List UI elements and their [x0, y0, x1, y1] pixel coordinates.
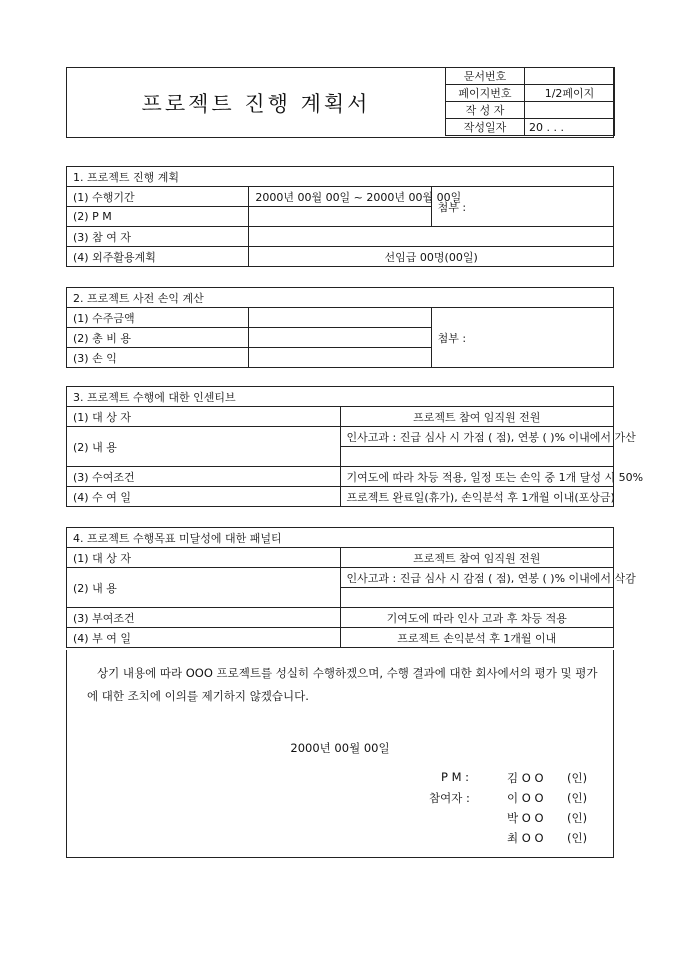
signer-name: 김 O O: [507, 771, 544, 785]
row-value: [249, 328, 431, 348]
row-value: 프로젝트 완료일(휴가), 손익분석 후 1개월 이내(포상금): [340, 487, 614, 507]
section-plan: [66, 166, 614, 267]
pledge-text: 상기 내용에 따라 OOO 프로젝트를 성실히 수행하겠으며, 수행 결과에 대한 회사에서의 평가 및 평가에 대한 조치에 이의를 제기하지 않겠습니다.: [87, 666, 598, 703]
pm-label: P M :: [441, 770, 470, 784]
row-value: 프로젝트 손익분석 후 1개월 이내: [340, 628, 614, 648]
meta-value-date: 20 . . .: [525, 119, 615, 136]
row-label: (1) 수행기간: [67, 187, 249, 207]
section-penalty: [66, 527, 636, 648]
row-value: 인사고과 : 진급 심사 시 가점 ( 점), 연봉 ( )% 이내에서 가산: [340, 427, 614, 447]
row-label: (3) 수여조건: [67, 467, 341, 487]
row-label: (4) 수 여 일: [67, 487, 341, 507]
row-value: 프로젝트 참여 임직원 전원: [340, 548, 614, 568]
document-header: [66, 67, 614, 138]
row-value-blank: [340, 447, 614, 467]
section-profit-calc: [66, 287, 614, 368]
attachment-cell: 첨부 :: [431, 187, 613, 227]
seal-mark: (인): [567, 811, 588, 825]
seal-mark: (인): [567, 771, 588, 785]
row-label: (1) 대 상 자: [67, 407, 341, 427]
row-value: 2000년 00월 00일 ~ 2000년 00월 00일: [249, 187, 431, 207]
meta-value-doc-no: [525, 68, 615, 85]
row-label: (2) 총 비 용: [67, 328, 249, 348]
row-value: 기여도에 따라 차등 적용, 일정 또는 손익 중 1개 달성 시 50%: [340, 467, 614, 487]
section-heading: 2. 프로젝트 사전 손익 계산: [67, 288, 614, 308]
members-label: 참여자 :: [429, 791, 470, 805]
seal-mark: (인): [567, 831, 588, 845]
meta-label-doc-no: 문서번호: [446, 68, 525, 85]
row-value: [249, 308, 431, 328]
meta-label-page: 페이지번호: [446, 85, 525, 102]
row-label: (4) 부 여 일: [67, 628, 341, 648]
row-label: (2) P M: [67, 207, 249, 227]
signing-date: 2000년 00월 00일: [290, 741, 390, 755]
section-incentive: [66, 386, 644, 507]
row-label: (1) 수주금액: [67, 308, 249, 328]
meta-label-date: 작성일자: [446, 119, 525, 136]
closing-statement: [66, 650, 614, 858]
row-label: (1) 대 상 자: [67, 548, 341, 568]
meta-value-page: 1/2페이지: [525, 85, 615, 102]
row-label: (3) 손 익: [67, 348, 249, 368]
row-value: [249, 348, 431, 368]
row-label: (3) 부여조건: [67, 608, 341, 628]
section-heading: 4. 프로젝트 수행목표 미달성에 대한 패널티: [67, 528, 614, 548]
row-value: [249, 207, 431, 227]
meta-label-author: 작 성 자: [446, 102, 525, 119]
document-meta-table: [445, 67, 615, 136]
row-value: 선임급 00명(00일): [249, 247, 614, 267]
row-value: 기여도에 따라 인사 고과 후 차등 적용: [340, 608, 614, 628]
row-label: (2) 내 용: [67, 427, 341, 467]
meta-value-author: [525, 102, 615, 119]
row-label: (4) 외주활용계획: [67, 247, 249, 267]
section-heading: 3. 프로젝트 수행에 대한 인센티브: [67, 387, 614, 407]
row-value: 인사고과 : 진급 심사 시 감점 ( 점), 연봉 ( )% 이내에서 삭감: [340, 568, 614, 588]
signer-name: 이 O O: [507, 791, 544, 805]
row-value: 프로젝트 참여 임직원 전원: [340, 407, 614, 427]
row-value: [249, 227, 614, 247]
document-title: 프로젝트 진행 계획서: [141, 92, 371, 116]
row-label: (3) 참 여 자: [67, 227, 249, 247]
signer-name: 박 O O: [507, 811, 544, 825]
signer-name: 최 O O: [507, 831, 544, 845]
section-heading: 1. 프로젝트 진행 계획: [67, 167, 614, 187]
seal-mark: (인): [567, 791, 588, 805]
attachment-cell: 첨부 :: [431, 308, 613, 368]
row-label: (2) 내 용: [67, 568, 341, 608]
row-value-blank: [340, 588, 614, 608]
